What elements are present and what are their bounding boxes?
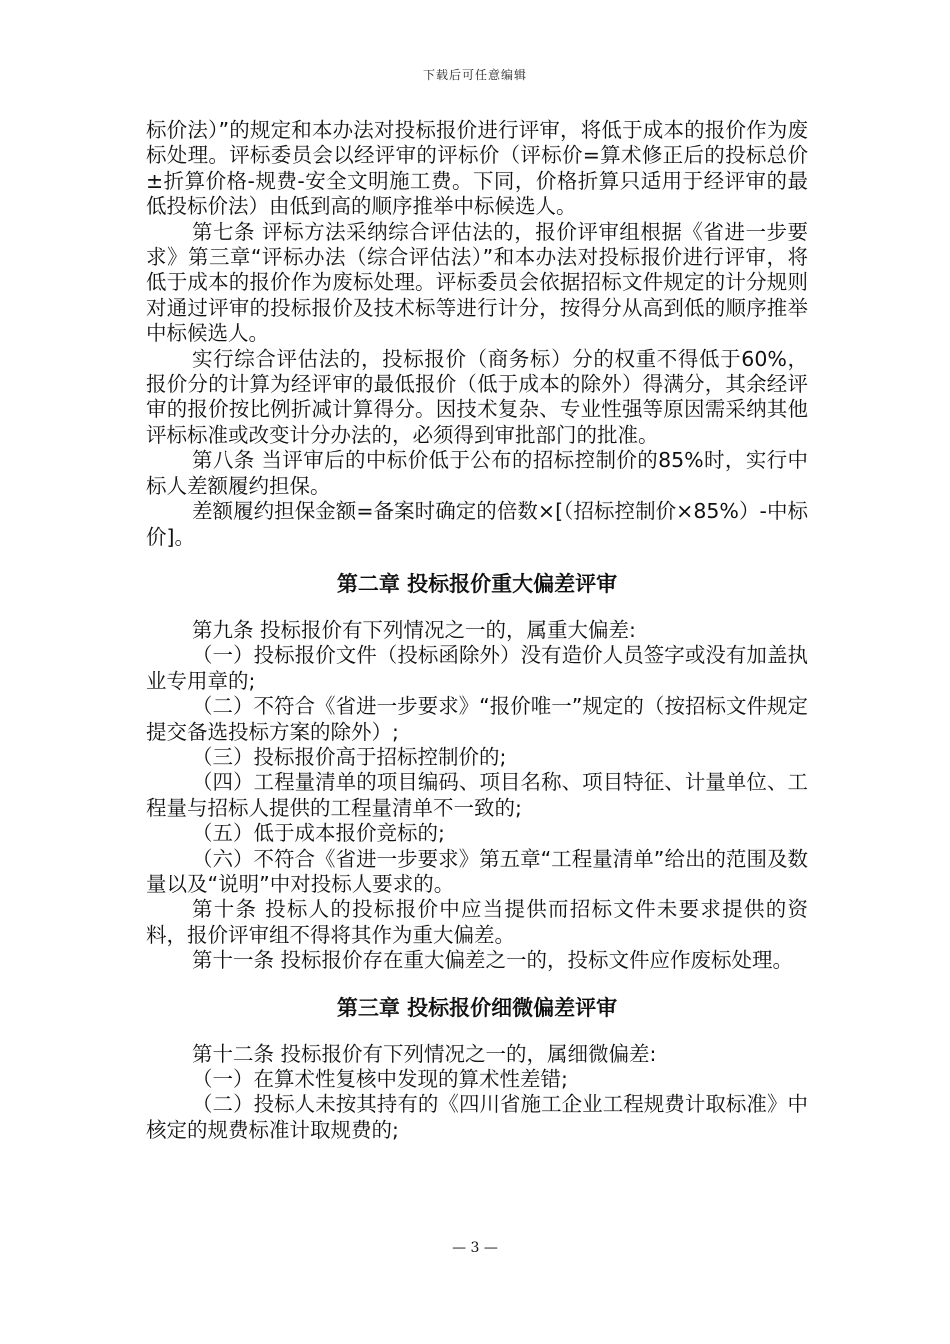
chapter-heading: 第三章 投标报价细微偏差评审 bbox=[336, 995, 618, 1020]
paragraph: 标价法）”的规定和本办法对投标报价进行评审，将低于成本的报价作为废标处理。评标委员会以经评审的评标价（评标价=算术修正后的投标总价±折算价格-规费-安全文明施工费。下同，价格折算只适用于经评审的最低投标价法）由低到高的顺序推举中标候选人。 bbox=[146, 118, 808, 219]
chapter-heading: 第二章 投标报价重大偏差评审 bbox=[336, 571, 618, 596]
list-item: （二）投标人未按其持有的《四川省施工企业工程规费计取标准》中核定的规费标准计取规费的; bbox=[146, 1092, 808, 1142]
paragraph: 第九条 投标报价有下列情况之一的，属重大偏差: bbox=[192, 617, 636, 642]
page-number: — 3 — bbox=[452, 1240, 498, 1256]
list-item: （二）不符合《省进一步要求》“报价唯一”规定的（按招标文件规定提交备选投标方案的除外）; bbox=[146, 694, 808, 744]
paragraph: 实行综合评估法的，投标报价（商务标）分的权重不得低于60%，报价分的计算为经评审的最低报价（低于成本的除外）得满分，其余经评审的报价按比例折减计算得分。因技术复杂、专业性强等原因需采纳其他评标标准或改变计分办法的，必须得到审批部门的批准。 bbox=[146, 346, 808, 447]
list-item: （三）投标报价高于招标控制价的; bbox=[192, 744, 507, 769]
list-item: （一）投标报价文件（投标函除外）没有造价人员签字或没有加盖执业专用章的; bbox=[146, 643, 808, 693]
paragraph: 第十条 投标人的投标报价中应当提供而招标文件未要求提供的资料，报价评审组不得将其作为重大偏差。 bbox=[146, 897, 808, 947]
list-item: （六）不符合《省进一步要求》第五章“工程量清单”给出的范围及数量以及“说明”中对投标人要求的。 bbox=[146, 846, 808, 896]
list-item: （四）工程量清单的项目编码、项目名称、项目特征、计量单位、工程量与招标人提供的工程量清单不一致的; bbox=[146, 770, 808, 820]
paragraph: 第七条 评标方法采纳综合评估法的，报价评审组根据《省进一步要求》第三章“评标办法（综合评估法）”和本办法对投标报价进行评审，将低于成本的报价作为废标处理。评标委员会依据招标文件规定的计分规则对通过评审的投标报价及技术标等进行计分，按得分从高到低的顺序推举中标候选人。 bbox=[146, 219, 808, 346]
header-note: 下载后可任意编辑 bbox=[422, 68, 527, 82]
paragraph: 差额履约担保金额=备案时确定的倍数×[（招标控制价×85%）-中标价]。 bbox=[146, 499, 808, 549]
paragraph: 第十一条 投标报价存在重大偏差之一的，投标文件应作废标处理。 bbox=[192, 948, 794, 973]
list-item: （一）在算术性复核中发现的算术性差错; bbox=[192, 1067, 568, 1091]
paragraph: 第八条 当评审后的中标价低于公布的招标控制价的85%时，实行中标人差额履约担保。 bbox=[146, 448, 808, 498]
document-body bbox=[146, 118, 808, 1143]
paragraph: 第十二条 投标报价有下列情况之一的，属细微偏差: bbox=[192, 1041, 657, 1066]
list-item: （五）低于成本报价竞标的; bbox=[192, 821, 445, 846]
